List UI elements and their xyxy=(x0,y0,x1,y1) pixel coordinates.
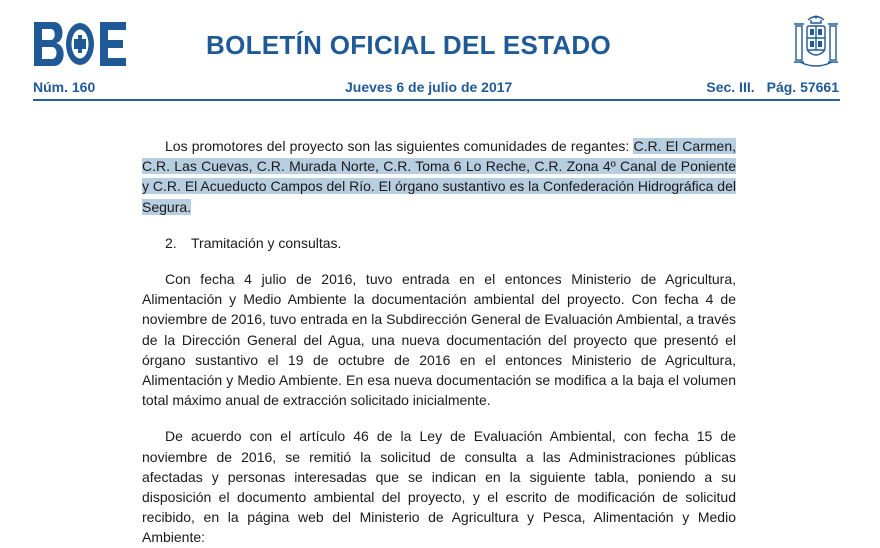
section-heading xyxy=(142,233,736,253)
paragraph-consultation: De acuerdo con el artículo 46 de la Ley de Evaluación Ambiental, con fecha 15 de noviembre de 2016, se remitió la solicitud de consulta a las Administraciones públicas afectadas y personas interesadas que se indican en la siguiente tabla, poniendo a su disposición el documento ambiental del proyecto, y el escrito de modificación de solicitud recibido, en la página web del Ministerio de Agricultura y Pesca, Alimentación y Medio Ambiente: xyxy=(142,428,736,546)
page-title: BOLETÍN OFICIAL DEL ESTADO xyxy=(206,30,612,60)
boe-logo-icon xyxy=(34,22,126,66)
text-selection-highlight[interactable]: C.R. El Carmen, C.R. Las Cuevas, C.R. Murada Norte, C.R. Toma 6 Lo Reche, C.R. Zona 4º Canal de Poniente y C.R. El Acueducto Campos del Río. El órgano sustantivo es la Confederación Hidrográfica del Segura. xyxy=(142,138,736,215)
issue-number: Núm. 160 xyxy=(33,79,96,95)
paragraph-processing: Con fecha 4 julio de 2016, tuvo entrada en el entonces Ministerio de Agricultura, Alimentación y Medio Ambiente la documentación ambiental del proyecto. Con fecha 4 de noviembre de 2016, tuvo entrada en la Subdirección General de Evaluación Ambiental, a través de la Dirección General del Agua, una nueva documentación del proyecto que presentó el órgano sustantivo el 19 de octubre de 2016 en el entonces Ministerio de Agricultura, Alimentación y Medio Ambiente. En esa nueva documentación se modifica a la baja el volumen total máximo anual de extracción solicitado inicialmente. xyxy=(142,271,736,409)
section-number: 2. xyxy=(165,234,177,251)
paragraph-promoters-text: Los promotores del proyecto son las siguientes comunidades de regantes: xyxy=(165,138,634,154)
document-body xyxy=(142,136,736,548)
section-label: Sec. III. xyxy=(706,79,755,95)
section-page xyxy=(706,79,839,95)
page-label: Pág. 57661 xyxy=(766,79,839,95)
header-divider xyxy=(33,99,840,101)
spain-coat-of-arms-icon xyxy=(792,12,840,70)
section-heading-text: Tramitación y consultas. xyxy=(191,234,342,251)
issue-date: Jueves 6 de julio de 2017 xyxy=(345,79,513,95)
metadata-bar xyxy=(33,79,839,97)
paragraph-promoters xyxy=(142,136,736,217)
